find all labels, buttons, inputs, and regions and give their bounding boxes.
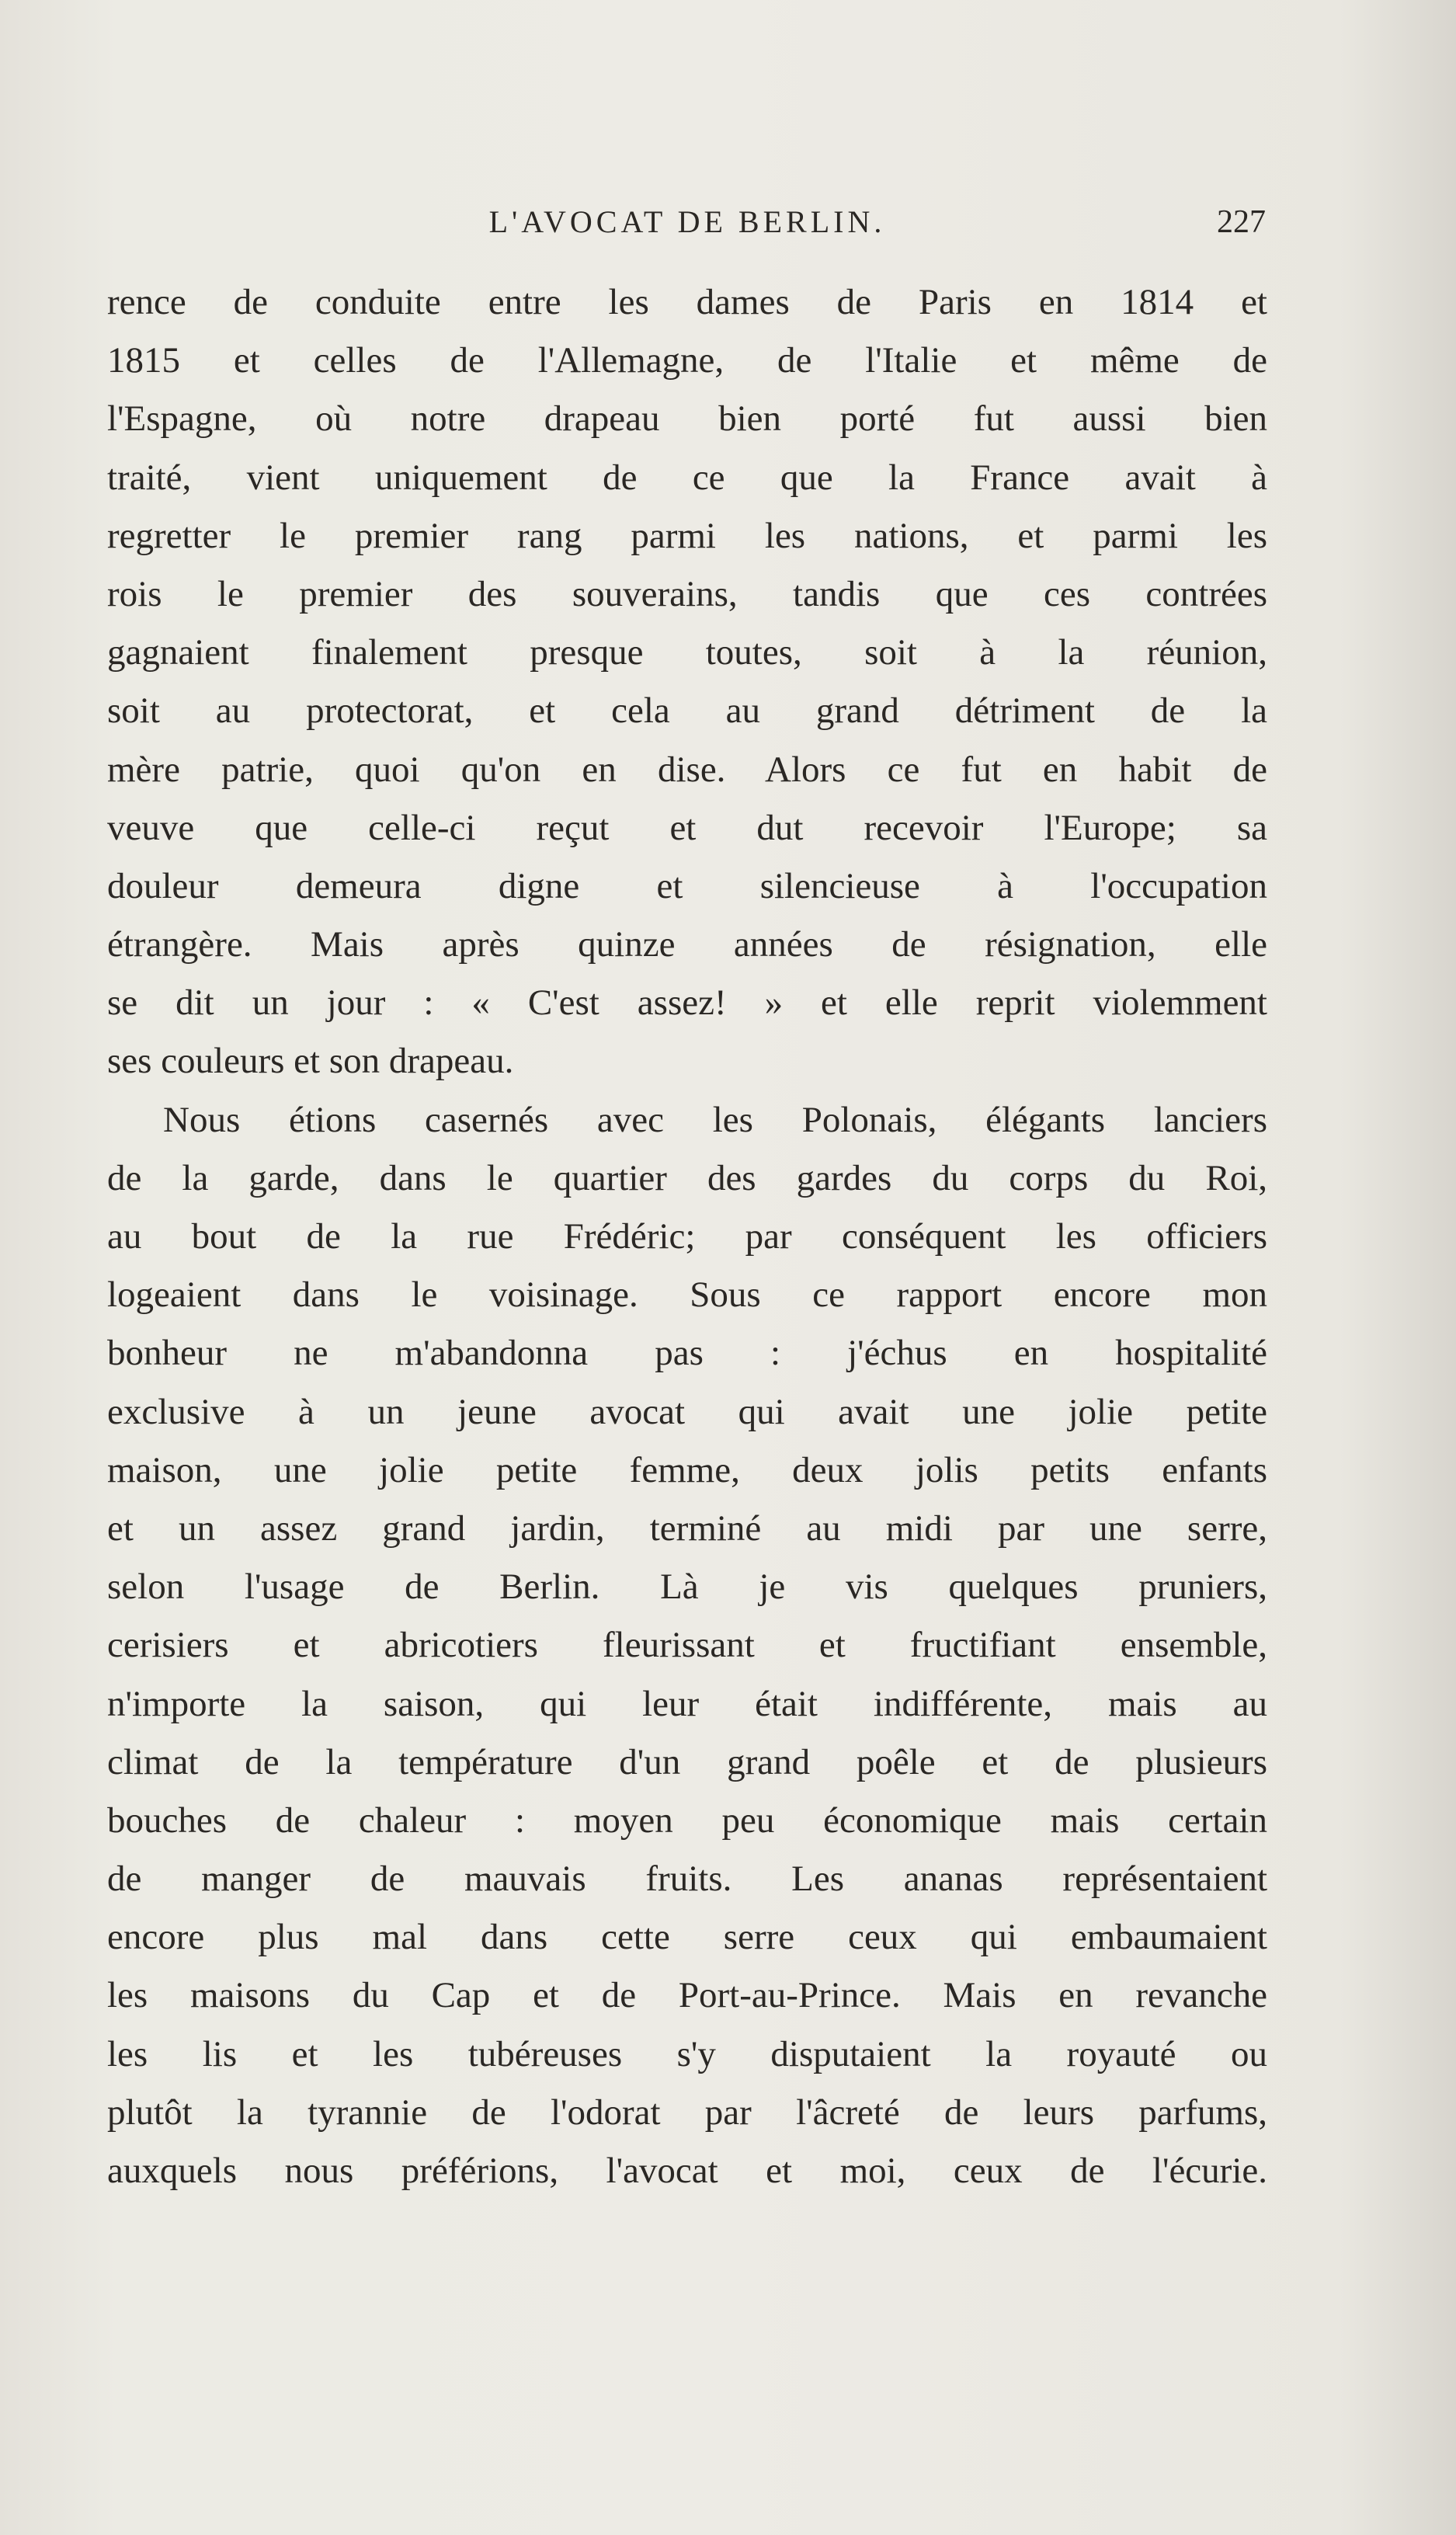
- text-line: cerisiers et abricotiers fleurissant et fructifiant ensemble,: [107, 1625, 1267, 1666]
- paragraph-start-line: Nous étions casernés avec les Polonais, élégants lanciers: [163, 1099, 1267, 1140]
- text-line: se dit un jour : « C'est assez! » et elle reprit violemment: [107, 982, 1267, 1024]
- text-line: exclusive à un jeune avocat qui avait une jolie petite: [107, 1391, 1267, 1432]
- text-line: maison, une jolie petite femme, deux jolis petits enfants: [107, 1449, 1267, 1490]
- text-line: plutôt la tyrannie de l'odorat par l'âcreté de leurs parfums,: [107, 2092, 1267, 2133]
- text-line: traité, vient uniquement de ce que la France avait à: [107, 457, 1267, 498]
- text-line: et un assez grand jardin, terminé au midi par une serre,: [107, 1507, 1267, 1549]
- text-line: douleur demeura digne et silencieuse à l'occupation: [107, 865, 1267, 906]
- text-line: gagnaient finalement presque toutes, soit à la réunion,: [107, 632, 1267, 673]
- running-title: L'AVOCAT DE BERLIN.: [488, 204, 886, 239]
- text-line: bouches de chaleur : moyen peu économique mais certain: [107, 1800, 1267, 1841]
- text-line: encore plus mal dans cette serre ceux qui embaumaient: [107, 1917, 1267, 1958]
- page-header: [109, 203, 1266, 250]
- text-line: selon l'usage de Berlin. Là je vis quelques pruniers,: [107, 1567, 1267, 1608]
- page-number: 227: [1217, 204, 1266, 240]
- text-line: bonheur ne m'abandonna pas : j'échus en hospitalité: [107, 1333, 1267, 1374]
- text-line: logeaient dans le voisinage. Sous ce rapport encore mon: [107, 1274, 1267, 1316]
- text-line: rence de conduite entre les dames de Paris en 1814 et: [107, 282, 1267, 322]
- text-line: mère patrie, quoi qu'on en dise. Alors ce fut en habit de: [107, 749, 1267, 790]
- text-line: auxquels nous préférions, l'avocat et moi, ceux de l'écurie.: [107, 2151, 1267, 2191]
- text-line: climat de la température d'un grand poêle et de plusieurs: [107, 1741, 1267, 1782]
- text-line: au bout de la rue Frédéric; par conséquent les officiers: [107, 1216, 1267, 1257]
- text-line: soit au protectorat, et cela au grand détriment de la: [107, 690, 1267, 732]
- text-line: de la garde, dans le quartier des gardes du corps du Roi,: [107, 1157, 1267, 1198]
- text-line: les maisons du Cap et de Port-au-Prince. Mais en revanche: [107, 1975, 1267, 2016]
- text-line: regretter le premier rang parmi les nations, et parmi les: [107, 515, 1267, 556]
- text-line: l'Espagne, où notre drapeau bien porté fut aussi bien: [107, 398, 1267, 440]
- text-line: de manger de mauvais fruits. Les ananas représentaient: [107, 1859, 1267, 1900]
- text-line: veuve que celle-ci reçut et dut recevoir l'Europe; sa: [107, 807, 1267, 848]
- text-line: rois le premier des souverains, tandis que ces contrées: [107, 573, 1267, 614]
- text-line: n'importe la saison, qui leur était indifférente, mais au: [107, 1683, 1267, 1724]
- text-line: 1815 et celles de l'Allemagne, de l'Italie et même de: [107, 340, 1267, 381]
- body-text: [107, 273, 1267, 2200]
- text-line: les lis et les tubéreuses s'y disputaient la royauté ou: [107, 2033, 1267, 2074]
- paragraph-end-line: ses couleurs et son drapeau.: [107, 1041, 514, 1082]
- text-line: étrangère. Mais après quinze années de résignation, elle: [107, 924, 1267, 965]
